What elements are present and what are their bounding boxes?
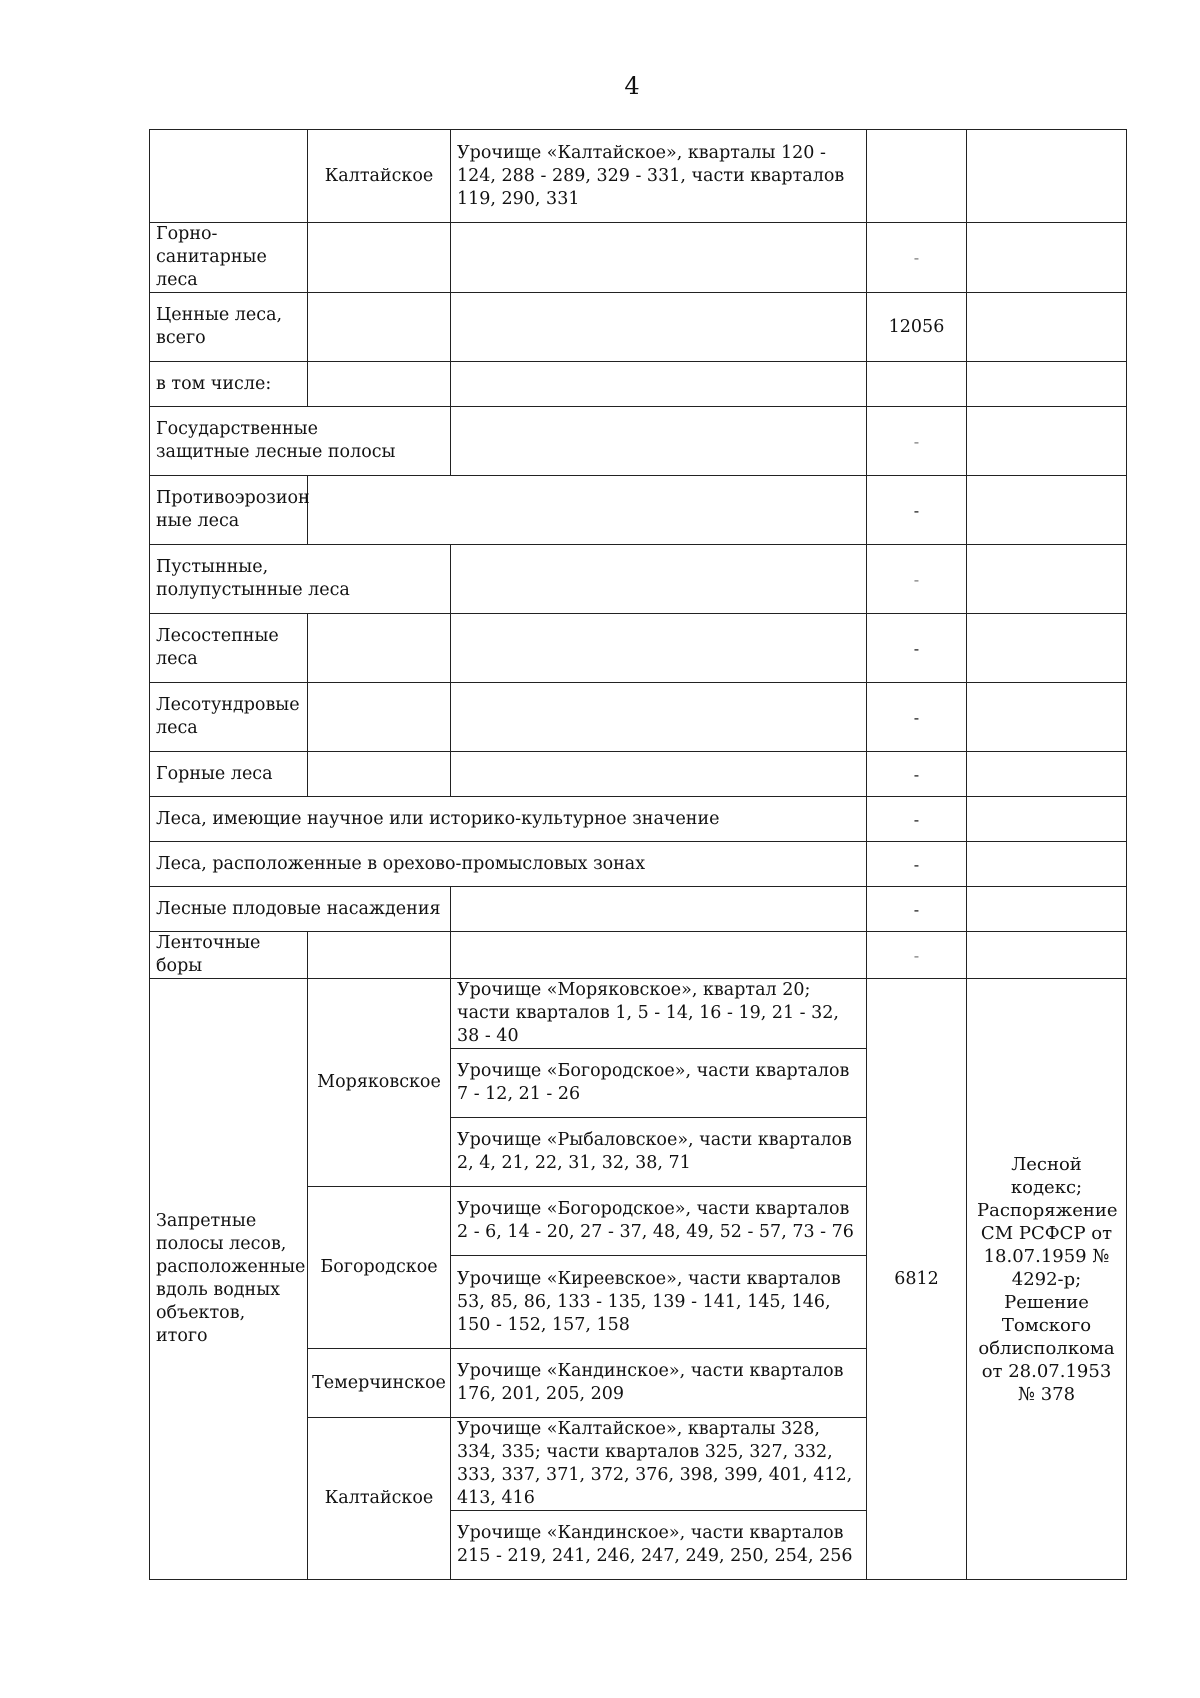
area-cell: - bbox=[867, 932, 967, 979]
table-row bbox=[150, 407, 1127, 476]
table-cell bbox=[451, 362, 867, 407]
table-cell bbox=[967, 476, 1127, 545]
table-cell bbox=[451, 545, 867, 614]
area-cell: 12056 bbox=[867, 293, 967, 362]
table-cell bbox=[451, 887, 867, 932]
table-cell bbox=[308, 223, 451, 293]
table-cell bbox=[967, 932, 1127, 979]
category-cell: Лесостепные леса bbox=[150, 614, 308, 683]
district-cell: Моряковское bbox=[308, 979, 451, 1187]
table-row bbox=[150, 130, 1127, 223]
location-cell: Урочище «Рыбаловское», части кварталов 2, 4, 21, 22, 31, 32, 38, 71 bbox=[451, 1118, 867, 1187]
table-cell bbox=[451, 223, 867, 293]
table-cell bbox=[308, 932, 451, 979]
area-cell: - bbox=[867, 407, 967, 476]
page-number: 4 bbox=[624, 72, 640, 100]
table-cell bbox=[867, 362, 967, 407]
area-cell: - bbox=[867, 545, 967, 614]
area-cell: - bbox=[867, 614, 967, 683]
table-cell bbox=[967, 887, 1127, 932]
location-cell: Урочище «Кандинское», части кварталов 215 - 219, 241, 246, 247, 249, 250, 254, 256 bbox=[451, 1511, 867, 1580]
table-row bbox=[150, 683, 1127, 752]
table-cell bbox=[451, 932, 867, 979]
table-cell bbox=[308, 293, 451, 362]
table-row bbox=[150, 223, 1127, 293]
table-cell bbox=[967, 293, 1127, 362]
category-text: Государственные защитные лесные полосы bbox=[156, 419, 396, 462]
category-cell: в том числе: bbox=[150, 362, 308, 407]
district-cell: Богородское bbox=[308, 1187, 451, 1349]
table-cell bbox=[308, 362, 451, 407]
district-cell: Калтайское bbox=[308, 1418, 451, 1580]
location-cell: Урочище «Кандинское», части кварталов 176, 201, 205, 209 bbox=[451, 1349, 867, 1418]
area-cell: - bbox=[867, 842, 967, 887]
table-cell bbox=[967, 797, 1127, 842]
location-cell: Урочище «Богородское», части кварталов 7 - 12, 21 - 26 bbox=[451, 1049, 867, 1118]
table-row bbox=[150, 887, 1127, 932]
category-cell: Горно-санитарные леса bbox=[150, 223, 308, 293]
category-cell: Лесотундровые леса bbox=[150, 683, 308, 752]
category-cell: Запретные полосы лесов, расположенные вдоль водных объектов, итого bbox=[150, 979, 308, 1580]
area-cell: - bbox=[867, 752, 967, 797]
table-row bbox=[150, 293, 1127, 362]
basis-cell: Лесной кодекс; Распоряжение СМ РСФСР от 18.07.1959 № 4292-р; Решение Томского облисполкома от 28.07.1953 № 378 bbox=[967, 979, 1127, 1580]
table-cell bbox=[451, 752, 867, 797]
category-cell bbox=[150, 545, 451, 614]
category-cell: Противоэрозион ные леса bbox=[150, 476, 308, 545]
table-cell bbox=[967, 614, 1127, 683]
table-cell bbox=[451, 614, 867, 683]
table-row bbox=[150, 476, 1127, 545]
location-cell: Урочище «Калтайское», кварталы 120 - 124, 288 - 289, 329 - 331, части кварталов 119, 290, 331 bbox=[451, 130, 867, 223]
location-cell: Урочище «Богородское», части кварталов 2 - 6, 14 - 20, 27 - 37, 48, 49, 52 - 57, 73 - 76 bbox=[451, 1187, 867, 1256]
forest-table bbox=[149, 129, 1127, 1580]
table-row bbox=[150, 979, 1127, 1049]
table-cell bbox=[308, 752, 451, 797]
location-cell: Урочище «Калтайское», кварталы 328, 334, 335; части кварталов 325, 327, 332, 333, 337, 371, 372, 376, 398, 399, 401, 412, 413, 416 bbox=[451, 1418, 867, 1511]
table-cell bbox=[967, 683, 1127, 752]
area-cell: - bbox=[867, 797, 967, 842]
location-cell: Урочище «Киреевское», части кварталов 53, 85, 86, 133 - 135, 139 - 141, 145, 146, 150 - 152, 157, 158 bbox=[451, 1256, 867, 1349]
table-cell bbox=[967, 842, 1127, 887]
district-cell: Темерчинское bbox=[308, 1349, 451, 1418]
table-cell bbox=[967, 223, 1127, 293]
category-cell: Леса, имеющие научное или историко-культурное значение bbox=[150, 797, 867, 842]
area-cell: 6812 bbox=[867, 979, 967, 1580]
table-cell bbox=[967, 407, 1127, 476]
table-cell bbox=[451, 407, 867, 476]
category-cell bbox=[150, 407, 451, 476]
table-row bbox=[150, 545, 1127, 614]
table-row bbox=[150, 797, 1127, 842]
category-text: Пустынные, полупустынные леса bbox=[156, 557, 350, 600]
area-cell: - bbox=[867, 476, 967, 545]
area-cell: - bbox=[867, 683, 967, 752]
district-cell: Калтайское bbox=[308, 130, 451, 223]
table-cell bbox=[967, 752, 1127, 797]
table-row bbox=[150, 842, 1127, 887]
category-cell: Ценные леса, всего bbox=[150, 293, 308, 362]
category-cell: Лесные плодовые насаждения bbox=[150, 887, 451, 932]
location-cell: Урочище «Моряковское», квартал 20; части кварталов 1, 5 - 14, 16 - 19, 21 - 32, 38 - 40 bbox=[451, 979, 867, 1049]
table-row bbox=[150, 614, 1127, 683]
table-cell bbox=[451, 683, 867, 752]
table-cell bbox=[308, 614, 451, 683]
category-cell: Ленточные боры bbox=[150, 932, 308, 979]
area-cell bbox=[867, 130, 967, 223]
category-cell: Леса, расположенные в орехово-промысловых зонах bbox=[150, 842, 867, 887]
table-cell bbox=[150, 130, 308, 223]
table-row bbox=[150, 932, 1127, 979]
table-row bbox=[150, 362, 1127, 407]
table-cell bbox=[967, 362, 1127, 407]
table-cell bbox=[967, 545, 1127, 614]
category-cell: Горные леса bbox=[150, 752, 308, 797]
area-cell: - bbox=[867, 223, 967, 293]
table-row bbox=[150, 752, 1127, 797]
table-cell bbox=[308, 683, 451, 752]
table-cell bbox=[451, 293, 867, 362]
table-cell bbox=[308, 476, 867, 545]
basis-cell bbox=[967, 130, 1127, 223]
area-cell: - bbox=[867, 887, 967, 932]
